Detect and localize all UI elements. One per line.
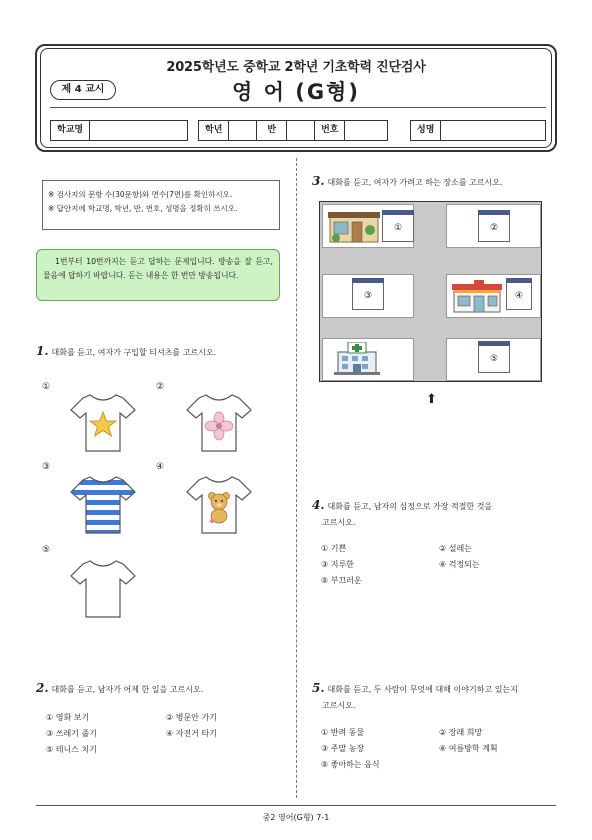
t-shirt-flower-icon: [186, 392, 252, 454]
option-marker: ①: [42, 382, 51, 392]
grade-label: 학년: [199, 121, 229, 140]
question-text: 대화를 듣고, 남자의 심정으로 가장 적절한 것을: [327, 502, 493, 511]
answer-choice: ② 설레는: [439, 544, 472, 553]
option-marker: ③: [42, 462, 51, 472]
student-name-field: [410, 120, 546, 141]
t-shirt-stripes-icon: [70, 474, 136, 536]
shop-building-icon: [328, 210, 380, 244]
instructions-box: [42, 180, 280, 230]
question-number: 4.: [312, 498, 325, 512]
footer-divider: [36, 805, 556, 806]
grade-blank: [229, 121, 257, 140]
t-shirt-star-icon: [70, 392, 136, 454]
convenience-store-icon: [452, 280, 502, 314]
subject-title: 영 어 (G형): [232, 80, 360, 104]
school-name-blank: [90, 121, 187, 140]
number-label: 번호: [315, 121, 345, 140]
answer-choice: ③ 주말 농장: [321, 744, 365, 753]
map-building-4: [506, 282, 532, 310]
question-text-continued: 고르시오.: [322, 518, 356, 527]
answer-choice: ⑤ 부끄러운: [321, 576, 362, 585]
answer-choice: ④ 자전거 타기: [166, 729, 217, 738]
town-map: [319, 201, 542, 382]
listening-notice: 1번부터 10번까지는 듣고 답하는 문제입니다. 방송을 잘 듣고, 물음에 답하기 바랍니다. 듣는 내용은 한 번만 방송됩니다.: [36, 249, 280, 301]
option-marker: ②: [156, 382, 165, 392]
answer-choice: ④ 걱정되는: [439, 560, 480, 569]
map-building-2: [478, 214, 510, 242]
answer-choice: ③ 쓰레기 줍기: [46, 729, 97, 738]
class-label: 반: [257, 121, 287, 140]
t-shirt-plain-icon: [70, 558, 136, 620]
school-name-field: [50, 120, 188, 141]
question-3: [312, 173, 502, 191]
question-number: 3.: [312, 174, 325, 188]
answer-choice: ③ 지루한: [321, 560, 354, 569]
building-label: ⑤: [489, 354, 499, 364]
notice-line: ※ 검사지의 문항 수(30문항)와 면수(7면)를 확인하시오.: [48, 190, 233, 199]
page-footer: 중2 영어(G형) 7-1: [262, 813, 330, 822]
notice-line: ※ 답안지에 학교명, 학년, 반, 번호, 성명을 정확히 쓰시오.: [48, 204, 238, 213]
question-4: [312, 497, 558, 531]
answer-choice: ② 장래 희망: [439, 728, 483, 737]
hospital-building-icon: [334, 342, 380, 376]
option-marker: ⑤: [42, 545, 51, 555]
answer-choice: ⑤ 테니스 치기: [46, 745, 97, 754]
map-building-1: [382, 214, 414, 242]
exam-title: 2025학년도 중학교 2학년 기초학력 진단검사: [166, 60, 426, 75]
question-number: 2.: [36, 681, 49, 695]
building-label: ①: [393, 223, 403, 233]
number-blank: [345, 121, 387, 140]
header-divider: [50, 107, 546, 108]
question-text: 대화를 듣고, 두 사람이 무엇에 대해 이야기하고 있는지: [327, 685, 518, 694]
question-1: [36, 343, 216, 361]
answer-choice: ① 반려 동물: [321, 728, 365, 737]
class-blank: [287, 121, 315, 140]
t-shirt-bear-icon: [186, 474, 252, 536]
question-2: [36, 680, 203, 698]
building-label: ②: [489, 223, 499, 233]
answer-choice: ① 기쁜: [321, 544, 347, 553]
school-name-label: 학교명: [51, 121, 90, 140]
answer-choice: ② 병문안 가기: [166, 713, 217, 722]
question-number: 5.: [312, 681, 325, 695]
column-divider: [296, 158, 297, 798]
question-5: [312, 680, 558, 714]
answer-choice: ⑤ 좋아하는 음식: [321, 760, 380, 769]
question-text-continued: 고르시오.: [322, 701, 356, 710]
map-building-5: [478, 345, 510, 373]
building-label: ④: [514, 291, 524, 301]
question-text: 대화를 듣고, 여자가 구입할 티셔츠를 고르시오.: [51, 348, 217, 357]
map-building-3: [352, 282, 384, 310]
period-badge: 제 4 교시: [50, 80, 116, 100]
class-info-field: [198, 120, 388, 141]
option-marker: ④: [156, 462, 165, 472]
question-text: 대화를 듣고, 남자가 어제 한 일을 고르시오.: [51, 685, 204, 694]
building-label: ③: [363, 291, 373, 301]
student-name-blank: [441, 121, 545, 140]
answer-choice: ① 영화 보기: [46, 713, 90, 722]
student-name-label: 성명: [411, 121, 441, 140]
question-number: 1.: [36, 344, 49, 358]
question-text: 대화를 듣고, 여자가 가려고 하는 장소를 고르시오.: [327, 178, 503, 187]
current-location-arrow-icon: ⬆: [426, 392, 437, 407]
answer-choice: ④ 여름방학 계획: [439, 744, 498, 753]
